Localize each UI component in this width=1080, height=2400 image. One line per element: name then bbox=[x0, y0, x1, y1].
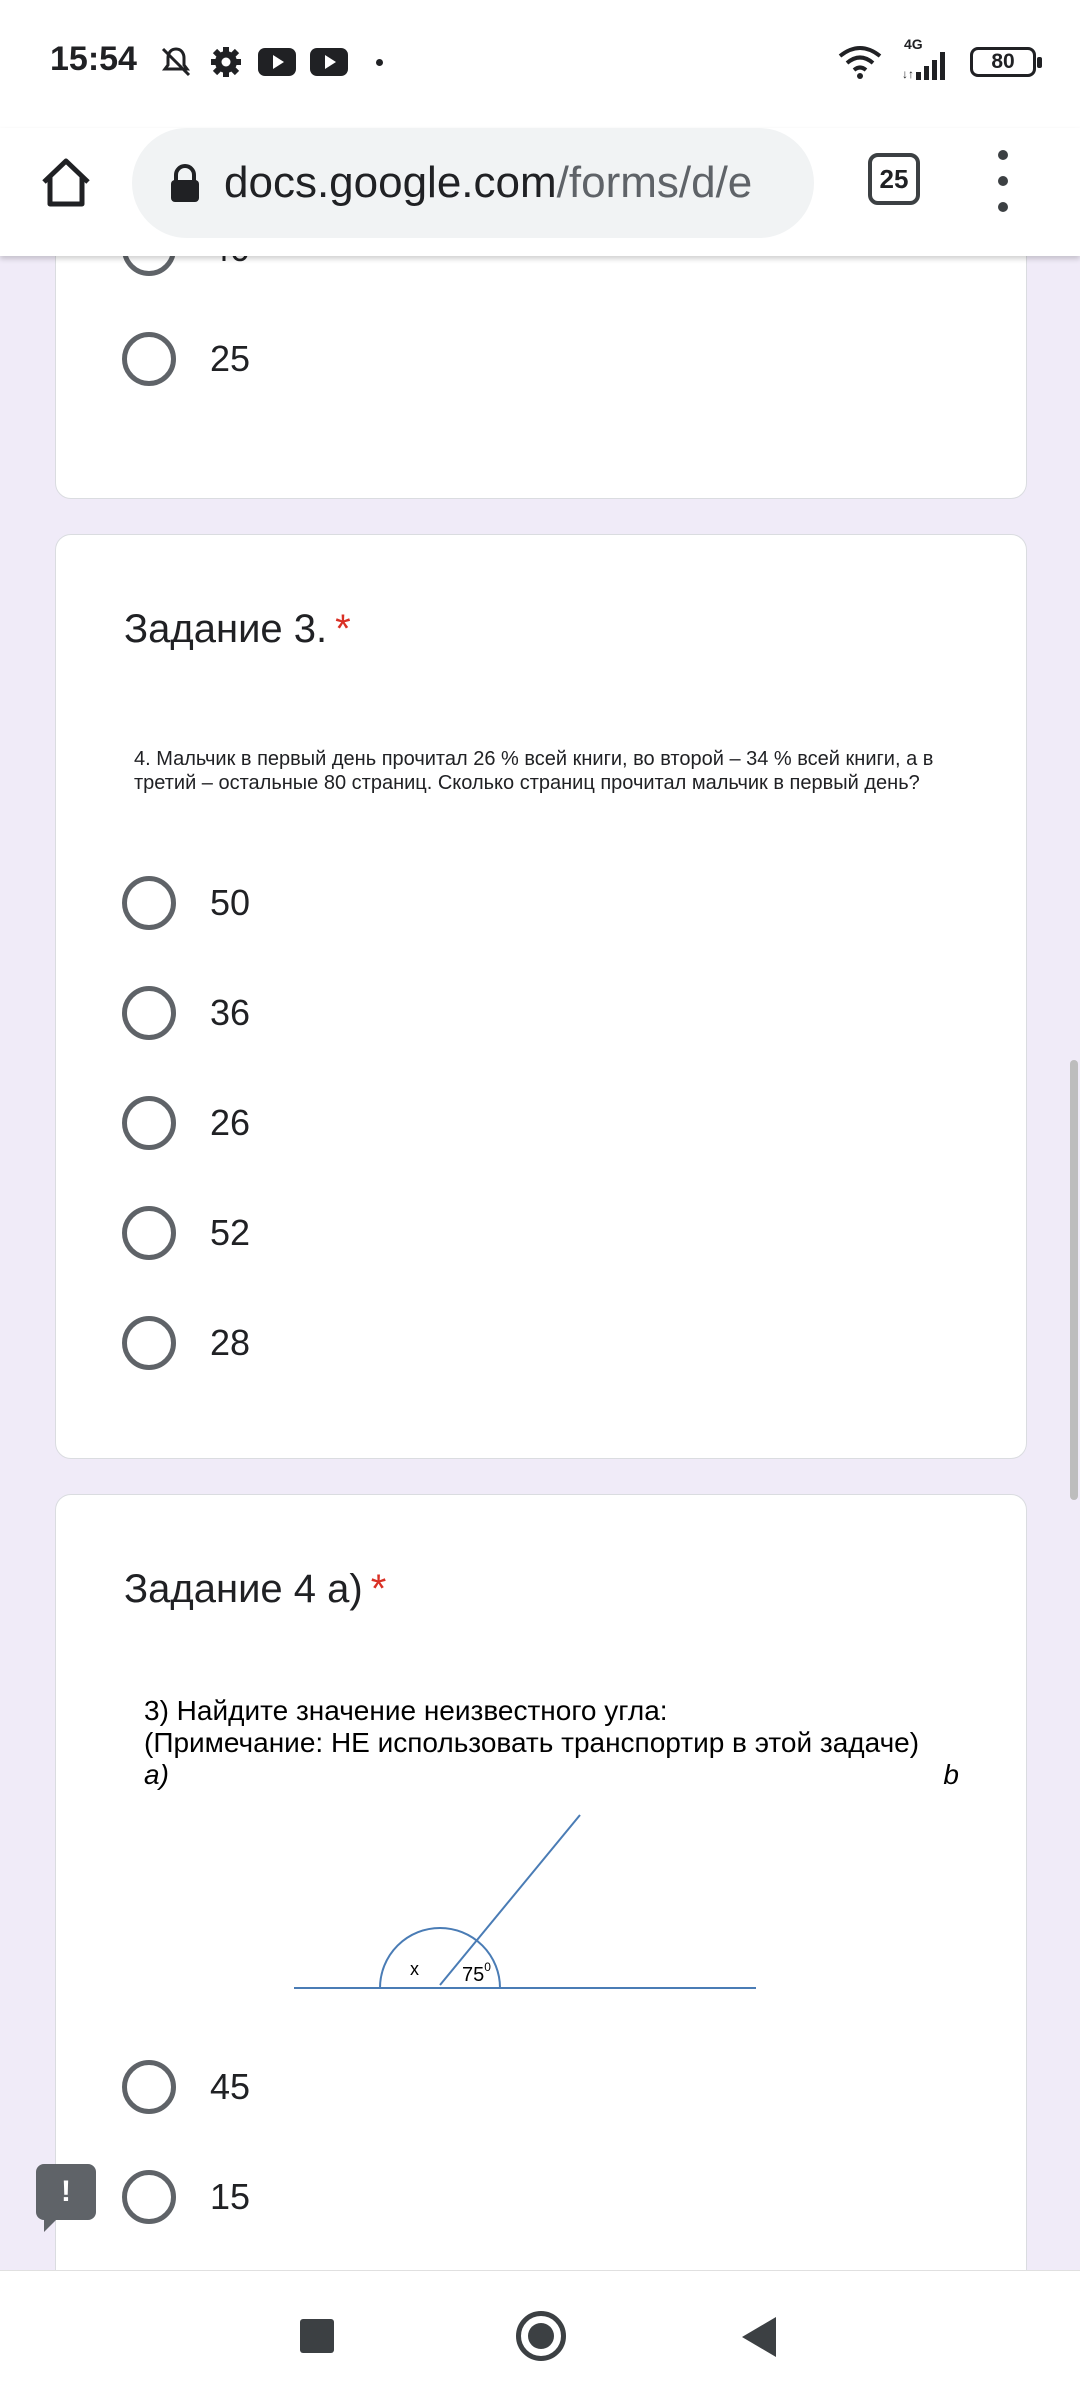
radio-option[interactable] bbox=[122, 1201, 250, 1265]
wifi-icon bbox=[836, 44, 884, 80]
option-label: 28 bbox=[210, 1322, 251, 1363]
question-title bbox=[124, 1567, 386, 1612]
home-icon bbox=[38, 154, 94, 210]
battery-icon bbox=[970, 47, 1036, 77]
question-title bbox=[124, 607, 351, 652]
angle-75-label bbox=[462, 1960, 491, 1986]
question-text-line: третий – остальные 80 страниц. Сколько страниц прочитал мальчик в первый день? bbox=[134, 772, 920, 794]
network-type: 4G bbox=[904, 36, 923, 52]
radio-button[interactable] bbox=[122, 1096, 176, 1150]
question-image-text bbox=[134, 747, 964, 795]
tabs-icon[interactable] bbox=[868, 153, 920, 205]
svg-text:↓↑: ↓↑ bbox=[902, 67, 914, 81]
system-icons bbox=[836, 36, 1036, 81]
system-navigation-bar bbox=[0, 2270, 1080, 2400]
option-label: 50 bbox=[210, 882, 251, 923]
radio-button[interactable] bbox=[122, 332, 176, 386]
notification-icons bbox=[158, 44, 383, 80]
radio-option[interactable] bbox=[122, 2165, 250, 2229]
radio-button[interactable] bbox=[122, 1206, 176, 1260]
clock: 15:54 bbox=[50, 40, 137, 78]
required-mark: * bbox=[370, 1567, 387, 1611]
figure-label-b: b bbox=[943, 1759, 959, 1790]
scrollbar[interactable] bbox=[1070, 1060, 1078, 1500]
lock-icon bbox=[168, 163, 202, 203]
figure-label-a: а) bbox=[144, 1759, 169, 1790]
question-card-4 bbox=[55, 1494, 1027, 2324]
url-domain: docs.google.com bbox=[224, 158, 557, 207]
radio-button[interactable] bbox=[122, 2170, 176, 2224]
url-text bbox=[224, 158, 752, 208]
more-vert-icon[interactable] bbox=[990, 150, 1016, 212]
radio-option[interactable] bbox=[122, 2055, 250, 2119]
option-label: 36 bbox=[210, 992, 251, 1033]
question-text-line: 4. Мальчик в первый день прочитал 26 % всей книги, во второй – 34 % всей книги, а в bbox=[134, 748, 934, 770]
battery-level: 80 bbox=[991, 50, 1015, 73]
browser-toolbar bbox=[0, 128, 1080, 256]
radio-button[interactable] bbox=[122, 1316, 176, 1370]
home-circle-icon[interactable] bbox=[516, 2311, 566, 2361]
required-mark: * bbox=[335, 607, 351, 651]
option-label: 45 bbox=[210, 2066, 251, 2107]
option-label: 26 bbox=[210, 1102, 251, 1143]
radio-option[interactable] bbox=[122, 871, 250, 935]
signal-icon bbox=[898, 48, 956, 84]
recents-square-icon[interactable] bbox=[300, 2319, 334, 2353]
feedback-button[interactable] bbox=[36, 2164, 96, 2220]
url-path: /forms/d/e bbox=[556, 158, 753, 207]
exclamation-icon: ! bbox=[61, 2175, 71, 2208]
question-image-line: (Примечание: НЕ использовать транспортир в этой задаче) bbox=[144, 1727, 920, 1758]
question-card-3 bbox=[55, 534, 1027, 1459]
tab-count: 25 bbox=[879, 164, 909, 194]
question-image bbox=[144, 1695, 1024, 1995]
youtube-icon bbox=[310, 48, 348, 76]
address-bar[interactable] bbox=[132, 128, 814, 238]
angle-diagram bbox=[144, 1795, 1024, 1995]
radio-option[interactable] bbox=[122, 1091, 250, 1155]
form-content bbox=[0, 256, 1080, 2270]
question-image-labels bbox=[144, 1759, 959, 1791]
radio-button[interactable] bbox=[122, 2060, 176, 2114]
youtube-icon bbox=[258, 48, 296, 76]
home-button[interactable] bbox=[36, 152, 96, 212]
degree-mark: 0 bbox=[484, 1960, 491, 1974]
status-bar bbox=[0, 0, 1080, 128]
radio-button[interactable] bbox=[122, 876, 176, 930]
gear-icon bbox=[208, 44, 244, 80]
angle-value: 75 bbox=[462, 1964, 485, 1986]
ray bbox=[440, 1815, 580, 1985]
question-title-text: Задание 3. bbox=[124, 607, 328, 651]
radio-option[interactable] bbox=[122, 981, 250, 1045]
radio-option[interactable] bbox=[122, 327, 250, 391]
radio-option[interactable] bbox=[122, 1311, 250, 1375]
question-image-line: 3) Найдите значение неизвестного угла: bbox=[144, 1695, 668, 1726]
question-card-previous bbox=[55, 216, 1027, 499]
mute-bell-icon bbox=[158, 44, 194, 80]
angle-x-label: x bbox=[410, 1959, 419, 1979]
question-title-text: Задание 4 а) bbox=[124, 1567, 363, 1611]
back-triangle-icon[interactable] bbox=[742, 2317, 776, 2357]
option-label: 15 bbox=[210, 2176, 251, 2217]
radio-button[interactable] bbox=[122, 986, 176, 1040]
dot-icon bbox=[376, 59, 383, 66]
option-label: 25 bbox=[210, 338, 251, 379]
option-label: 52 bbox=[210, 1212, 251, 1253]
